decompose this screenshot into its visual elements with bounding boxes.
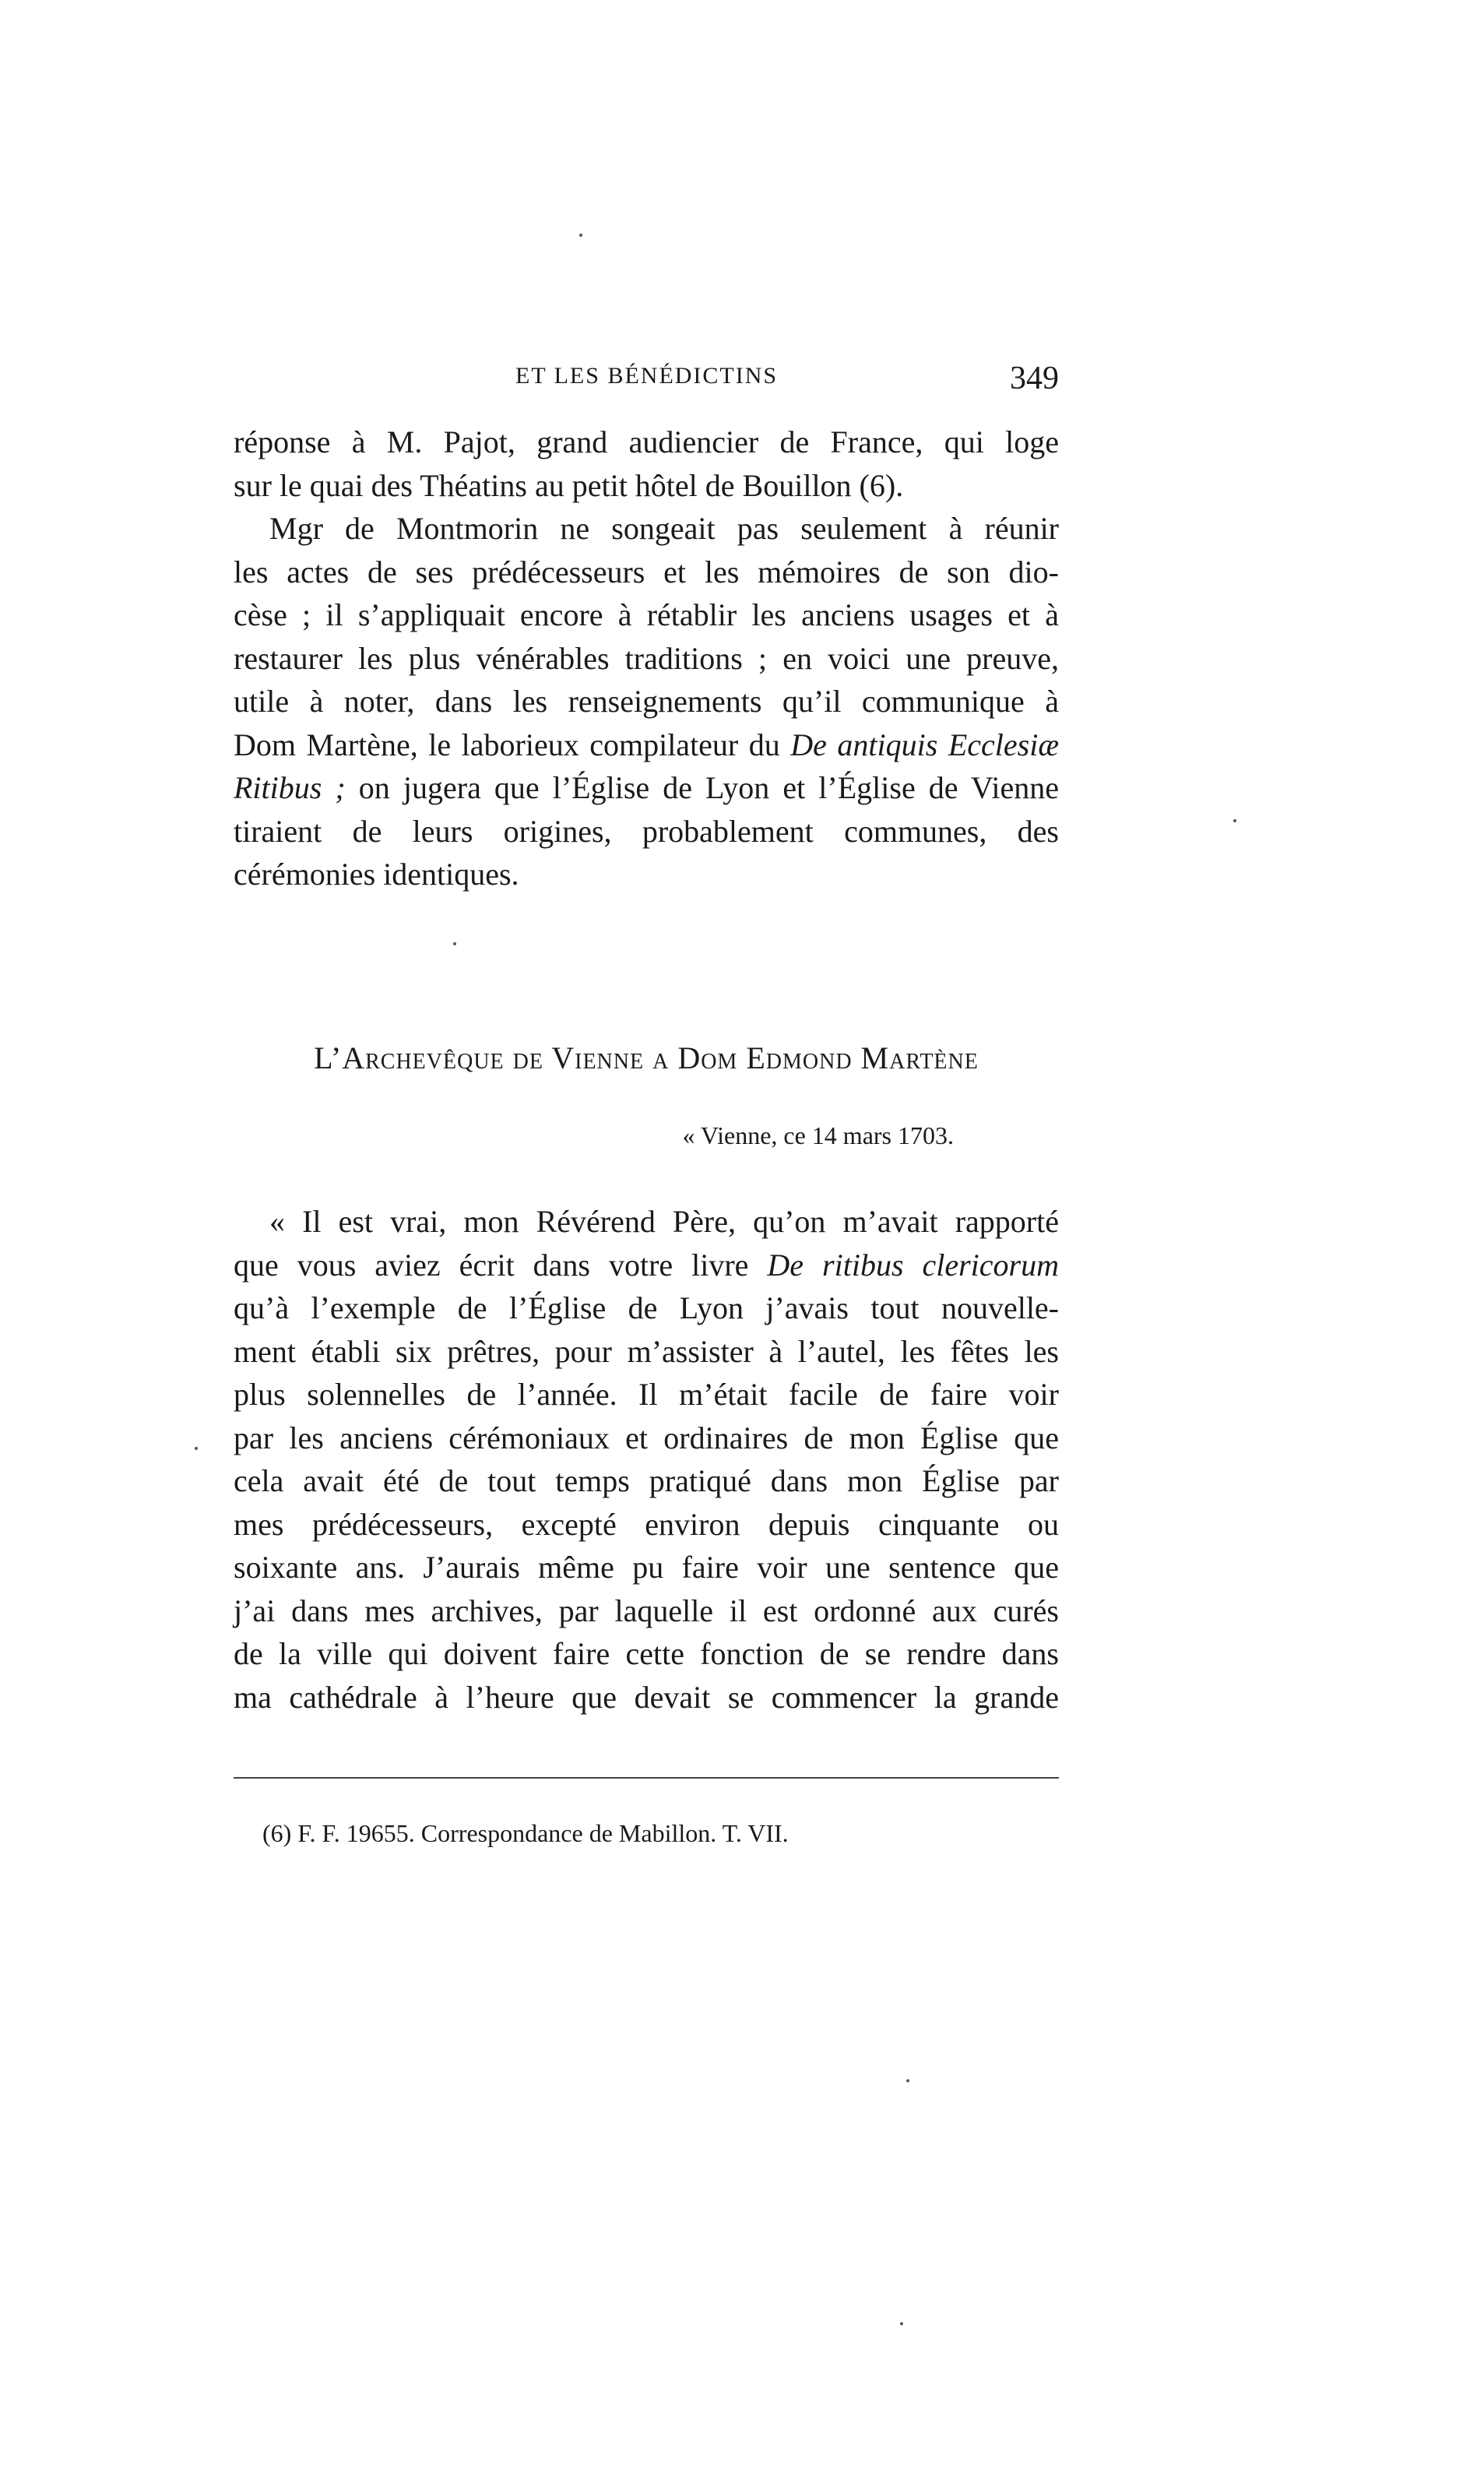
book-title-italic: De ritibus clericorum [767,1247,1060,1283]
text-run: que vous aviez écrit dans votre livre [234,1247,768,1283]
ink-speck [900,2322,903,2325]
running-title: ET LES BÉNÉDICTINS [515,363,779,389]
text-line: cérémonies identiques. [234,857,519,892]
ink-speck [1233,819,1236,822]
text-line: restaurer les plus vénérables traditions ; en voici une preuve, [234,640,1059,676]
ink-speck [195,1447,198,1450]
text-line: ma cathédrale à l’heure que devait se commencer la grande [234,1679,1059,1715]
text-run: on jugera que l’Église de Lyon et l’Église de Vienne [345,770,1059,805]
text-line: sur le quai des Théatins au petit hôtel de Bouillon (6). [234,467,904,503]
footnote: (6) F. F. 19655. Correspondance de Mabillon. T. VII. [262,1819,789,1847]
text-line: de la ville qui doivent faire cette fonction de se rendre dans [234,1636,1059,1671]
text-line: qu’à l’exemple de l’Église de Lyon j’avais tout nouvelle- [234,1290,1059,1325]
ink-speck [906,2079,909,2082]
text-line: plus solennelles de l’année. Il m’était facile de faire voir [234,1377,1059,1412]
text-line [234,1244,1059,1287]
text-line: « Il est vrai, mon Révérend Père, qu’on m’avait rapporté [269,1204,1059,1239]
text-line [234,766,1059,810]
letter-dateline: « Vienne, ce 14 mars 1703. [682,1121,954,1149]
book-title-italic: De antiquis Ecclesiæ [790,727,1059,762]
text-line: tiraient de leurs origines, probablement communes, des [234,813,1059,849]
text-line: réponse à M. Pajot, grand audiencier de France, qui loge [234,424,1059,459]
text-line: cela avait été de tout temps pratiqué dans mon Église par [234,1463,1059,1498]
text-line [234,723,1059,767]
running-head [234,360,1059,406]
text-run: Dom Martène, le laborieux compilateur du [234,727,791,762]
paragraph-continuation [234,421,1059,507]
text-line: cèse ; il s’appliquait encore à rétablir les anciens usages et à [234,597,1059,632]
page-number: 349 [1010,361,1059,396]
paragraph-montmorin [234,507,1059,896]
text-line: par les anciens cérémoniaux et ordinaires de mon Église que [234,1420,1059,1455]
text-line: Mgr de Montmorin ne songeait pas seulement à réunir [269,511,1059,546]
footnote-rule [234,1777,1059,1779]
text-line: utile à noter, dans les renseignements qu’il communique à [234,684,1059,719]
letter-heading: L’Archevêque de Vienne a Dom Edmond Martène [314,1040,979,1075]
letter-body [234,1200,1059,1719]
book-title-italic: Ritibus ; [234,770,346,805]
text-line: les actes de ses prédécesseurs et les mémoires de son dio- [234,554,1059,589]
text-line: ment établi six prêtres, pour m’assister à l’autel, les fêtes les [234,1333,1059,1369]
ink-speck [579,234,582,237]
text-line: mes prédécesseurs, excepté environ depuis cinquante ou [234,1506,1059,1542]
ink-speck [453,942,456,945]
text-line: j’ai dans mes archives, par laquelle il est ordonné aux curés [234,1592,1059,1628]
text-line: soixante ans. J’aurais même pu faire voir une sentence que [234,1550,1059,1585]
